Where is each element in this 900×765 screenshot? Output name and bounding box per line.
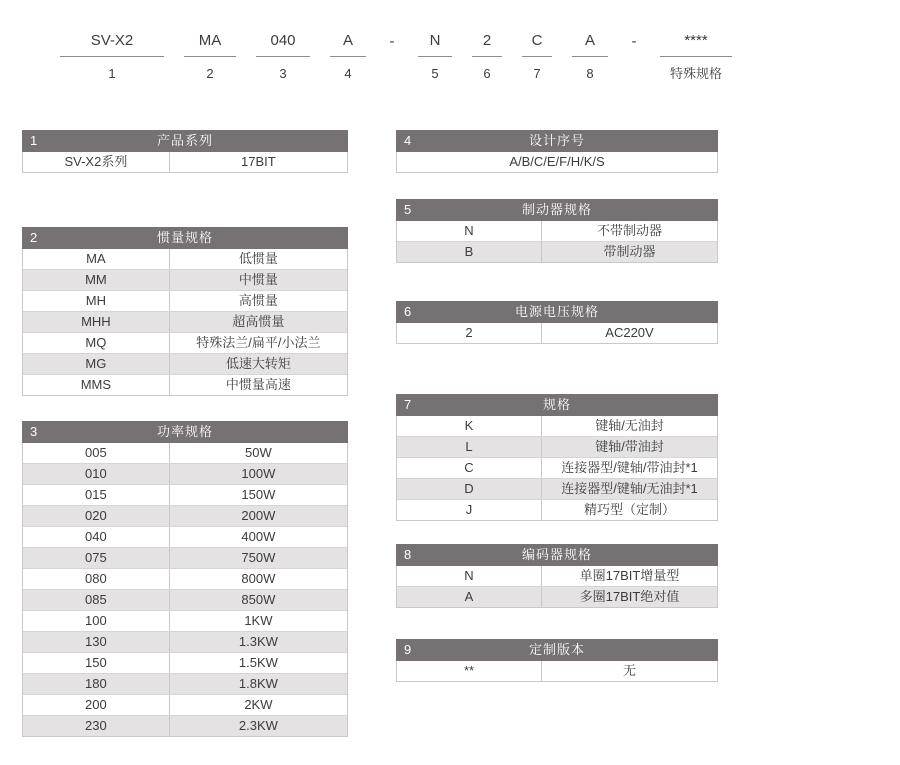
table-title: 电源电压规格 [514, 304, 599, 319]
segment-code: 2 [472, 30, 502, 57]
desc-cell: 超高惯量 [232, 314, 285, 329]
table-header [396, 639, 718, 661]
desc-cell: 200W [241, 508, 276, 523]
table-header [396, 130, 718, 152]
desc-cell: AC220V [605, 325, 654, 340]
table-row [23, 249, 347, 269]
code-segment [60, 30, 164, 82]
table-body [22, 443, 348, 737]
code-cell: 085 [23, 590, 170, 610]
segment-label: 4 [344, 66, 352, 81]
desc-cell: 特殊法兰/扁平/小法兰 [196, 335, 321, 350]
code-cell: SV-X2系列 [23, 152, 170, 172]
code-cell: 180 [23, 674, 170, 694]
table-body [396, 323, 718, 344]
table-row [23, 484, 347, 505]
spec-table-2 [22, 227, 348, 396]
table-number: 2 [30, 230, 38, 245]
code-cell: MG [23, 354, 170, 374]
code-separator [628, 31, 640, 82]
desc-cell: 150W [241, 487, 276, 502]
code-segment [522, 30, 552, 82]
desc-cell: 17BIT [241, 154, 276, 169]
table-row [23, 353, 347, 374]
table-header [396, 199, 718, 221]
code-separator [386, 31, 398, 82]
segment-label [628, 65, 640, 82]
table-title: 制动器规格 [521, 202, 592, 217]
segment-label: 6 [483, 66, 491, 81]
segment-code: - [389, 33, 395, 50]
code-cell: MA [23, 249, 170, 269]
table-number: 1 [30, 133, 38, 148]
code-cell: MH [23, 291, 170, 311]
segment-label: 7 [533, 66, 541, 81]
table-row [23, 631, 347, 652]
table-row [397, 152, 717, 172]
code-cell: 200 [23, 695, 170, 715]
spec-table-6 [396, 301, 718, 344]
table-row [23, 610, 347, 631]
table-number: 9 [404, 642, 412, 657]
code-cell: 150 [23, 653, 170, 673]
table-body [22, 249, 348, 396]
segment-code: N [418, 30, 452, 57]
desc-cell: 不带制动器 [596, 223, 662, 238]
code-cell: 2 [397, 323, 542, 343]
span-cell: A/B/C/E/F/H/K/S [509, 154, 605, 169]
table-title: 惯量规格 [156, 230, 213, 245]
table-row [23, 332, 347, 353]
desc-cell: 850W [241, 592, 276, 607]
table-body [396, 661, 718, 682]
table-row [23, 568, 347, 589]
desc-cell: 低速大转矩 [225, 356, 291, 371]
code-cell: 100 [23, 611, 170, 631]
code-segment [330, 30, 366, 82]
segment-label: 特殊规格 [669, 66, 722, 81]
table-row [397, 323, 717, 343]
desc-cell: 1.8KW [238, 676, 278, 691]
code-segment [256, 30, 310, 82]
table-title: 定制版本 [528, 642, 585, 657]
spec-table-5 [396, 199, 718, 263]
code-cell: 080 [23, 569, 170, 589]
table-row [397, 416, 717, 436]
table-row [397, 221, 717, 241]
code-cell: J [397, 500, 542, 520]
desc-cell: 100W [241, 466, 276, 481]
desc-cell: 2KW [244, 697, 273, 712]
table-row [23, 652, 347, 673]
code-cell: MMS [23, 375, 170, 395]
left-column [22, 130, 348, 737]
desc-cell: 带制动器 [603, 244, 656, 259]
desc-cell: 连接器型/键轴/无油封*1 [561, 481, 698, 496]
table-row [23, 547, 347, 568]
segment-code: C [522, 30, 552, 57]
desc-cell: 单圈17BIT增量型 [579, 568, 680, 583]
table-row [23, 311, 347, 332]
right-column [396, 130, 718, 682]
code-cell: L [397, 437, 542, 457]
table-row [23, 673, 347, 694]
code-cell: A [397, 587, 542, 607]
table-body [396, 566, 718, 608]
desc-cell: 多圈17BIT绝对值 [579, 589, 680, 604]
desc-cell: 高惯量 [238, 293, 278, 308]
table-row [397, 457, 717, 478]
code-segment [572, 30, 608, 82]
spec-table-1 [22, 130, 348, 173]
segment-code: 040 [256, 30, 310, 57]
desc-cell: 低惯量 [238, 251, 278, 266]
table-header [396, 544, 718, 566]
spec-table-4 [396, 130, 718, 173]
table-row [397, 241, 717, 262]
segment-label: 2 [206, 66, 214, 81]
table-body [396, 221, 718, 263]
table-body [396, 152, 718, 173]
table-row [397, 478, 717, 499]
table-row [23, 526, 347, 547]
segment-label: 1 [108, 66, 116, 81]
segment-code: A [572, 30, 608, 57]
desc-cell: 连接器型/键轴/带油封*1 [561, 460, 698, 475]
table-row [23, 694, 347, 715]
table-header [22, 130, 348, 152]
desc-cell: 750W [241, 550, 276, 565]
code-cell: ** [397, 661, 542, 681]
code-segment [184, 30, 236, 82]
desc-cell: 键轴/无油封 [595, 418, 664, 433]
table-number: 3 [30, 424, 38, 439]
segment-code: SV-X2 [60, 30, 164, 57]
code-cell: K [397, 416, 542, 436]
table-row [23, 589, 347, 610]
table-row [397, 436, 717, 457]
table-body [396, 416, 718, 521]
table-title: 功率规格 [156, 424, 213, 439]
desc-cell: 1.5KW [238, 655, 278, 670]
table-row [397, 586, 717, 607]
desc-cell: 1.3KW [238, 634, 278, 649]
code-cell: MHH [23, 312, 170, 332]
code-cell: B [397, 242, 542, 262]
table-row [397, 661, 717, 681]
code-cell: 015 [23, 485, 170, 505]
code-cell: 230 [23, 716, 170, 736]
segment-code: MA [184, 30, 236, 57]
spec-table-3 [22, 421, 348, 737]
table-row [23, 443, 347, 463]
segment-code: - [631, 33, 637, 50]
table-header [396, 301, 718, 323]
table-header [22, 421, 348, 443]
code-cell: N [397, 221, 542, 241]
table-number: 8 [404, 547, 412, 562]
table-number: 6 [404, 304, 412, 319]
desc-cell: 键轴/带油封 [595, 439, 664, 454]
spec-table-8 [396, 544, 718, 608]
code-cell: 010 [23, 464, 170, 484]
table-row [23, 152, 347, 172]
table-row [23, 505, 347, 526]
table-row [23, 374, 347, 395]
desc-cell: 精巧型（定制） [583, 502, 675, 517]
spec-table-9 [396, 639, 718, 682]
code-segment [418, 30, 452, 82]
code-segment [660, 30, 732, 82]
code-cell: 020 [23, 506, 170, 526]
table-title: 编码器规格 [521, 547, 592, 562]
table-header [396, 394, 718, 416]
code-cell: N [397, 566, 542, 586]
spec-table-7 [396, 394, 718, 521]
code-cell: 130 [23, 632, 170, 652]
segment-code: A [330, 30, 366, 57]
desc-cell: 无 [622, 663, 636, 678]
table-title: 设计序号 [528, 133, 585, 148]
table-number: 4 [404, 133, 412, 148]
code-segment [472, 30, 502, 82]
table-number: 5 [404, 202, 412, 217]
segment-code: **** [660, 30, 732, 57]
table-row [23, 290, 347, 311]
desc-cell: 400W [241, 529, 276, 544]
table-row [397, 566, 717, 586]
segment-label [386, 65, 398, 82]
table-row [23, 269, 347, 290]
code-cell: 005 [23, 443, 170, 463]
code-cell: D [397, 479, 542, 499]
segment-label: 8 [586, 66, 594, 81]
code-cell: 075 [23, 548, 170, 568]
code-cell: MM [23, 270, 170, 290]
code-cell: C [397, 458, 542, 478]
table-row [23, 463, 347, 484]
desc-cell: 中惯量 [238, 272, 278, 287]
desc-cell: 2.3KW [238, 718, 278, 733]
desc-cell: 800W [241, 571, 276, 586]
desc-cell: 1KW [244, 613, 273, 628]
desc-cell: 中惯量高速 [225, 377, 291, 392]
code-cell: MQ [23, 333, 170, 353]
table-row [23, 715, 347, 736]
desc-cell: 50W [245, 445, 272, 460]
table-body [22, 152, 348, 173]
code-cell: 040 [23, 527, 170, 547]
table-number: 7 [404, 397, 412, 412]
table-title: 产品系列 [156, 133, 213, 148]
table-title: 规格 [542, 397, 571, 412]
segment-label: 5 [431, 66, 439, 81]
table-header [22, 227, 348, 249]
model-code-row [60, 30, 732, 82]
segment-label: 3 [279, 66, 287, 81]
table-row [397, 499, 717, 520]
